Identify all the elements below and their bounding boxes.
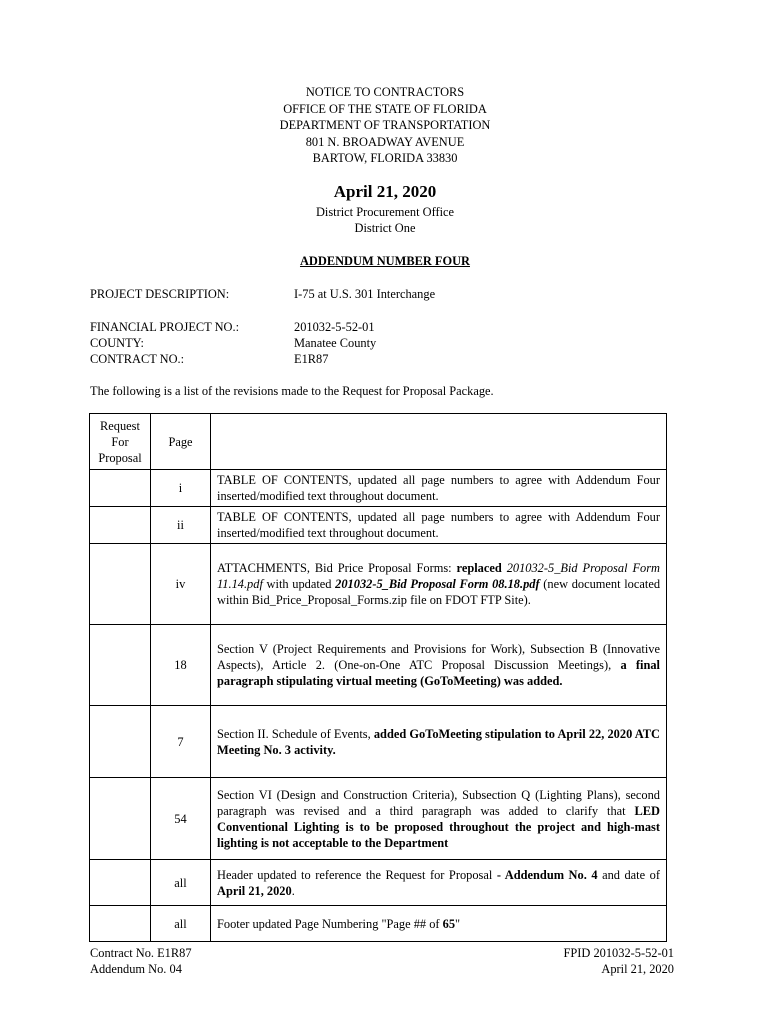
page-column-header: Page <box>151 414 211 470</box>
table-row <box>90 544 667 625</box>
office-block <box>0 204 770 236</box>
description-text: (new document located within Bid_Price_Proposal_Forms.zip file on FDOT FTP Site). <box>217 577 661 607</box>
page-cell: 54 <box>151 778 211 860</box>
description-text: Section VI (Design and Construction Criteria), Subsection Q (Lighting Plans), second paragraph was revised and a third paragraph was added to clarify that <box>217 787 660 818</box>
description-cell <box>211 625 667 706</box>
contract-label: CONTRACT NO.: <box>90 352 185 366</box>
description-text: a final paragraph stipulating virtual meeting (GoToMeeting) was added. <box>217 658 660 688</box>
table-row <box>90 906 667 942</box>
rfp-cell <box>90 507 151 544</box>
page-cell: 18 <box>151 625 211 706</box>
footer-fpid: FPID 201032-5-52-01 <box>563 946 674 960</box>
rfp-cell <box>90 706 151 778</box>
financial-project-label: FINANCIAL PROJECT NO.: <box>90 320 240 334</box>
table-header-row <box>90 414 667 470</box>
description-text: " <box>455 916 461 931</box>
description-text: Footer updated Page Numbering "Page ## of <box>217 916 443 931</box>
table-row <box>90 778 667 860</box>
table-row <box>90 625 667 706</box>
rfp-cell <box>90 906 151 942</box>
description-cell <box>211 544 667 625</box>
footer-contract: Contract No. E1R87 <box>90 946 192 960</box>
rfp-header-line: Proposal <box>98 450 142 465</box>
revisions-table <box>89 413 667 942</box>
description-text: with updated <box>262 577 336 591</box>
footer-left <box>90 945 192 977</box>
header-line: 801 N. BROADWAY AVENUE <box>305 134 465 149</box>
description-cell <box>211 470 667 507</box>
table-row <box>90 507 667 544</box>
rfp-cell <box>90 470 151 507</box>
header-line: DEPARTMENT OF TRANSPORTATION <box>279 118 491 132</box>
description-text: 201032-5_Bid Proposal Form 11.14.pdf <box>217 561 660 591</box>
description-text: added GoToMeeting stipulation to April 22, 2020 ATC Meeting No. 3 activity. <box>217 726 660 757</box>
project-description-label: PROJECT DESCRIPTION: <box>90 287 230 301</box>
footer-date: April 21, 2020 <box>601 962 674 976</box>
table-row <box>90 860 667 906</box>
description-text: 201032-5_Bid Proposal Form 08.18.pdf <box>335 577 540 591</box>
page-cell: i <box>151 470 211 507</box>
page-cell: all <box>151 906 211 942</box>
financial-project-value: 201032-5-52-01 <box>294 320 375 334</box>
description-cell <box>211 860 667 906</box>
description-cell <box>211 507 667 544</box>
description-text: TABLE OF CONTENTS, updated all page numbers to agree with Addendum Four inserted/modified text throughout document. <box>217 473 660 503</box>
table-row <box>90 470 667 507</box>
county-label: COUNTY: <box>90 336 144 350</box>
description-text: LED Conventional Lighting is to be proposed throughout the project and high-mast lighting is not acceptable to the Department <box>217 803 660 850</box>
office-line: District Procurement Office <box>315 205 455 219</box>
rfp-cell <box>90 860 151 906</box>
description-text: and date of <box>597 867 660 882</box>
description-cell <box>211 706 667 778</box>
description-text: Header updated to reference the Request for Proposal <box>217 867 497 882</box>
description-column-header <box>211 414 667 470</box>
description-text: Section II. Schedule of Events, <box>217 726 374 741</box>
project-description-value: I-75 at U.S. 301 Interchange <box>294 287 436 301</box>
page-cell: all <box>151 860 211 906</box>
page-cell: iv <box>151 544 211 625</box>
rfp-header-line: For <box>111 434 129 449</box>
document-date: April 21, 2020 <box>333 182 437 201</box>
description-text: Section V (Project Requirements and Provisions for Work), Subsection B (Innovative Aspects), Article 2. (One-on-One ATC Proposal Discussion Meetings), <box>217 642 660 672</box>
description-cell <box>211 906 667 942</box>
office-line: District One <box>354 221 416 235</box>
addendum-title: ADDENDUM NUMBER FOUR <box>299 254 470 268</box>
description-text: 65 <box>442 916 456 931</box>
description-cell <box>211 778 667 860</box>
page-cell: ii <box>151 507 211 544</box>
page-cell: 7 <box>151 706 211 778</box>
rfp-column-header <box>90 414 151 470</box>
intro-text: The following is a list of the revisions made to the Request for Proposal Package. <box>90 384 494 398</box>
footer-addendum: Addendum No. 04 <box>90 962 182 976</box>
rfp-header-line: Request <box>100 418 140 433</box>
footer-right <box>564 945 674 977</box>
description-text: . <box>291 883 295 898</box>
header-line: BARTOW, FLORIDA 33830 <box>312 151 458 165</box>
description-text: April 21, 2020 <box>217 883 292 898</box>
header-line: NOTICE TO CONTRACTORS <box>305 85 465 99</box>
rfp-cell <box>90 544 151 625</box>
contract-value: E1R87 <box>294 352 329 366</box>
description-text: ATTACHMENTS, Bid Price Proposal Forms: <box>217 561 457 575</box>
description-text: TABLE OF CONTENTS, updated all page numbers to agree with Addendum Four inserted/modified text throughout document. <box>217 510 660 540</box>
rfp-cell <box>90 625 151 706</box>
county-value: Manatee County <box>294 336 377 350</box>
rfp-cell <box>90 778 151 860</box>
description-text: replaced <box>456 561 502 575</box>
notice-header <box>0 84 770 167</box>
header-line: OFFICE OF THE STATE OF FLORIDA <box>283 101 487 116</box>
table-row <box>90 706 667 778</box>
description-text: - Addendum No. 4 <box>496 867 598 882</box>
